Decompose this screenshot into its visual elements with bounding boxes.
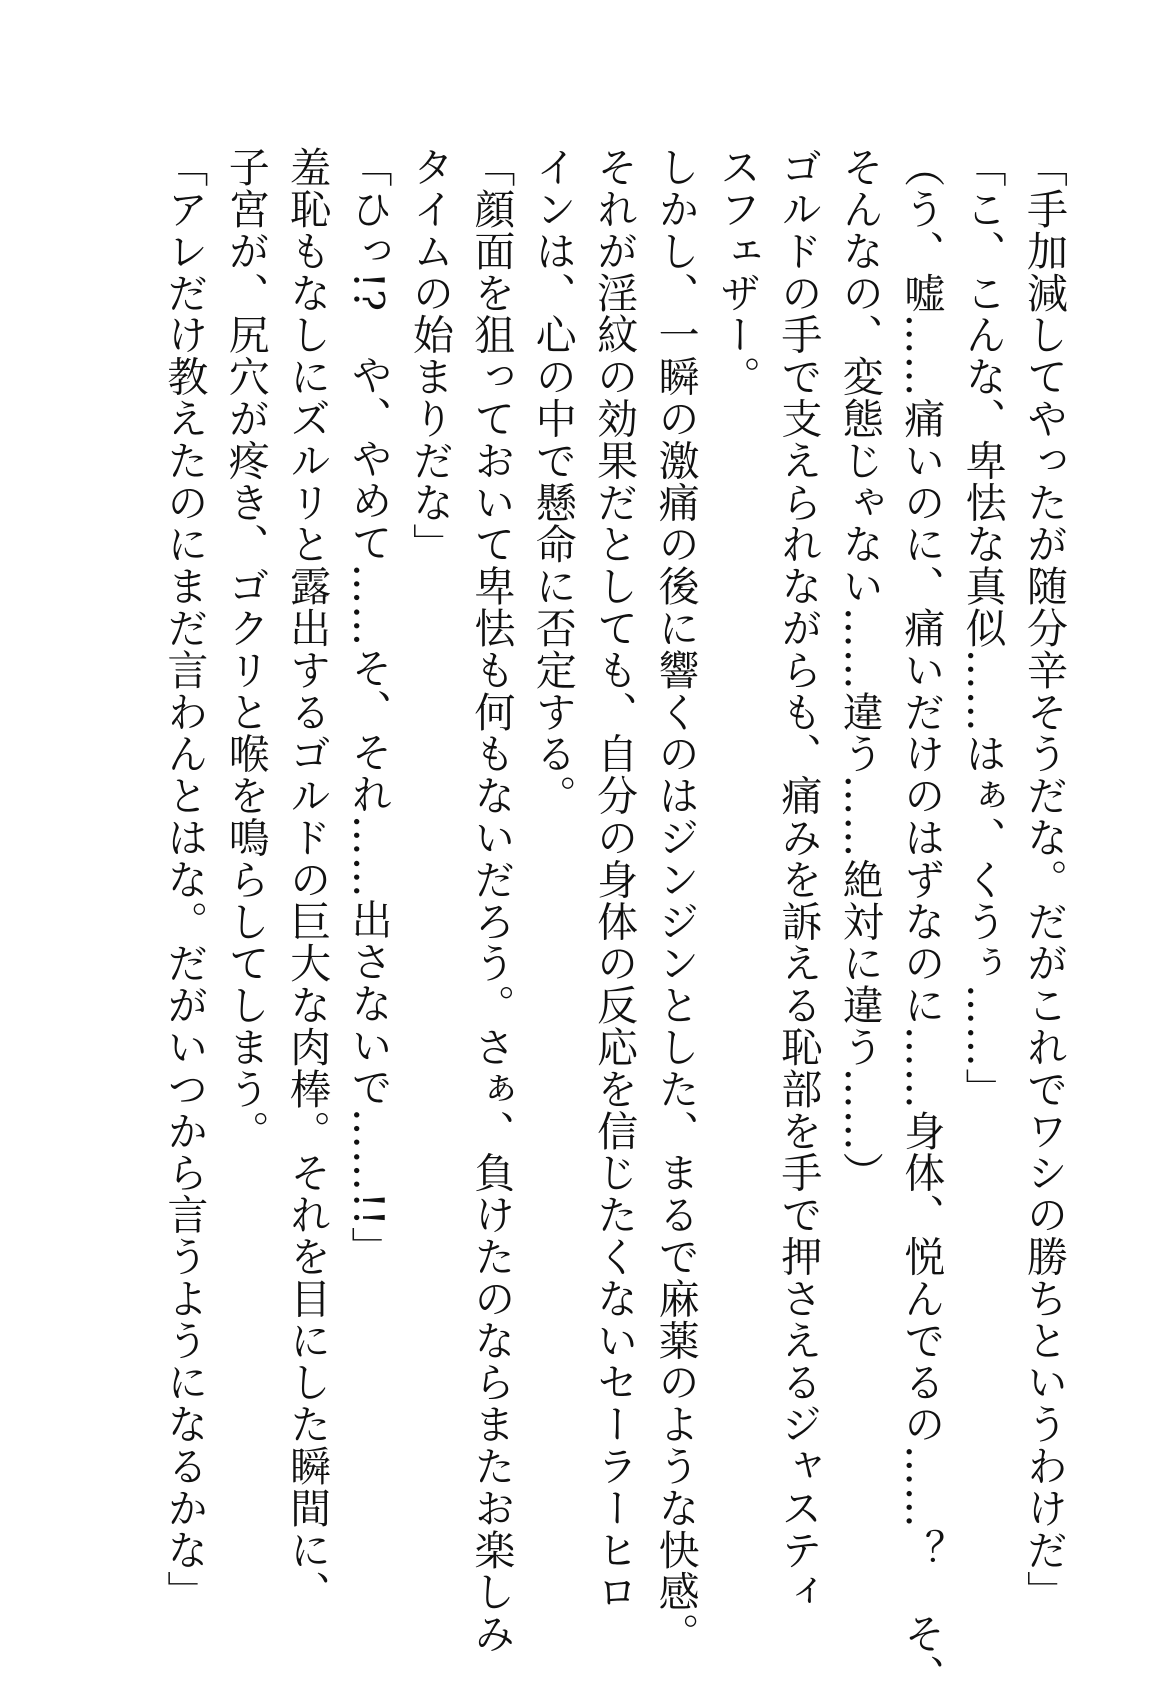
- text-line: それが淫紋の効果だとしても、自分の身体の反応を信じたくないセーラーヒロ: [590, 146, 639, 1613]
- text-line: 子宮が、尻穴が疼き、ゴクリと喉を鳴らしてしまう。: [221, 146, 270, 1152]
- text-line: 「こ、こんな、卑怯な真似……はぁ、くうぅ……」: [958, 146, 1007, 1110]
- text-line: タイムの始まりだな」: [405, 146, 454, 565]
- text-line: 「アレだけ教えたのにまだ言わんとはな。だがいつから言うようになるかな」: [160, 146, 209, 1613]
- text-line: 「手加減してやったが随分辛そうだな。だがこれでワシの勝ちというわけだ」: [1020, 146, 1068, 1613]
- text-line: ゴルドの手で支えられながらも、痛みを訴える恥部を手で押さえるジャスティ: [774, 146, 823, 1613]
- text-line: 羞恥もなしにズルリと露出するゴルドの巨大な肉棒。それを目にした瞬間に、: [283, 146, 332, 1613]
- text-line: インは、心の中で懸命に否定する。: [528, 146, 577, 817]
- text-line: （う、嘘……痛いのに、痛いだけのはずなのに……身体、悦んでるの……？ そ、: [897, 146, 946, 1696]
- vertical-text-block: [160, 146, 1074, 1696]
- text-line: そんなの、変態じゃない……違う……絶対に違う……）: [835, 146, 884, 1194]
- text-line: スフェザー。: [712, 146, 761, 398]
- text-line: 「ひっ!? や、やめて……そ、それ……出さないで……!!」: [344, 146, 393, 1269]
- text-line: しかし、一瞬の激痛の後に響くのはジンジンとした、まるで麻薬のような快感。: [651, 146, 700, 1655]
- text-line: 「顔面を狙っておいて卑怯も何もないだろう。さぁ、負けたのならまたお楽しみ: [467, 146, 516, 1655]
